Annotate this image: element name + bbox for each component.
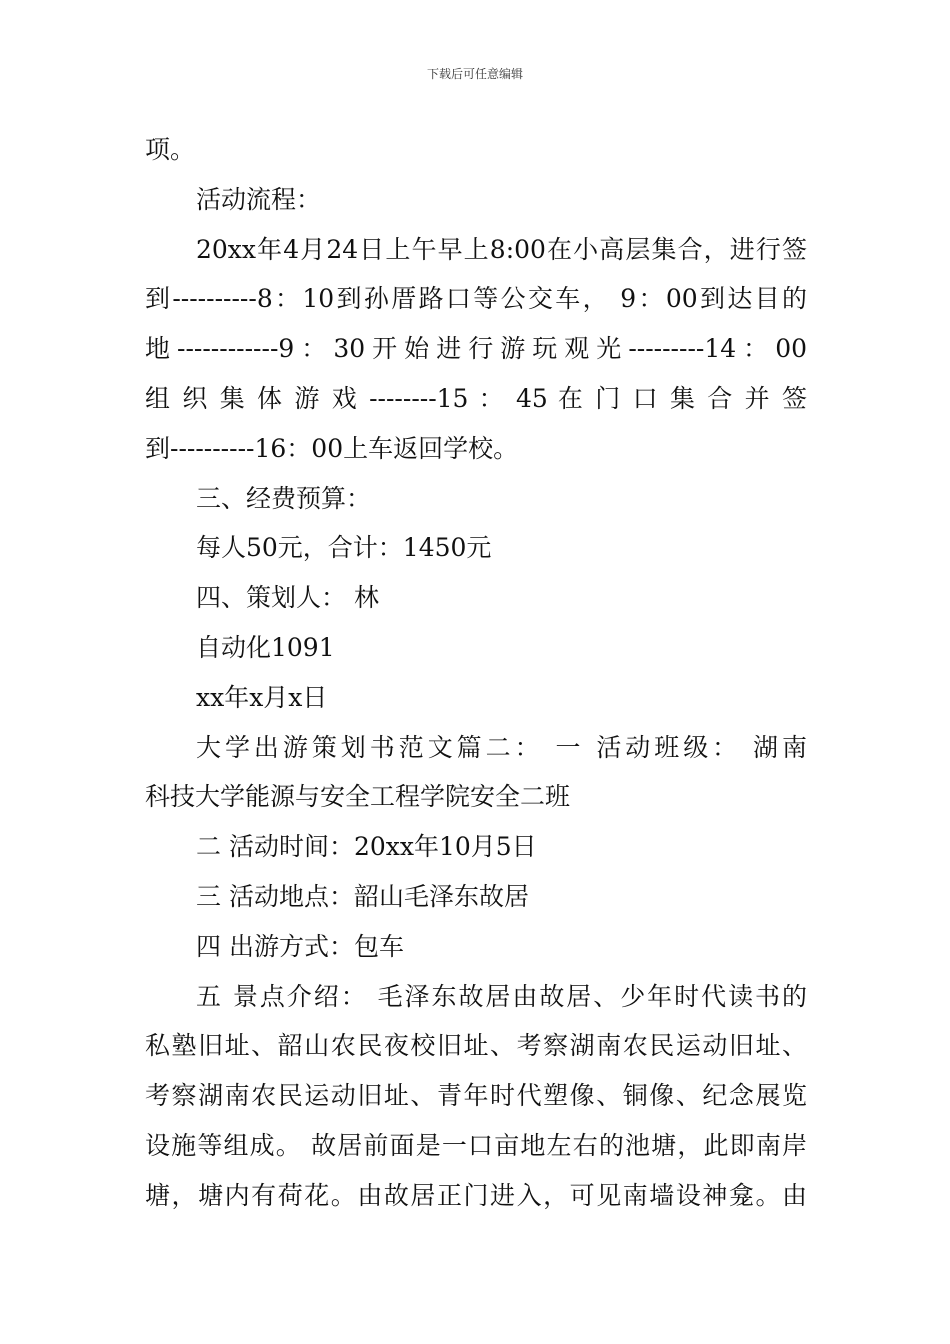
text-line: 到----------16：00上车返回学校。 xyxy=(145,433,519,463)
text-line: 考察湖南农民运动旧址、青年时代塑像、铜像、纪念展览 xyxy=(145,1081,807,1111)
section-heading: 活动流程： xyxy=(196,184,322,214)
text-line: 到----------8：10到孙厝路口等公交车， 9：00到达目的 xyxy=(145,284,807,314)
text-line: 四 出游方式：包车 xyxy=(196,931,404,961)
text-line: 自动化1091 xyxy=(196,632,335,662)
page-header: 下载后可任意编辑 xyxy=(426,67,523,81)
text-line: 三 活动地点：韶山毛泽东故居 xyxy=(196,881,529,911)
text-line: 科技大学能源与安全工程学院安全二班 xyxy=(145,782,571,812)
text-line: 地------------9：30开始进行游玩观光---------14：00 xyxy=(145,334,807,364)
text-line: 设施等组成。 故居前面是一口亩地左右的池塘，此即南岸 xyxy=(145,1130,807,1160)
text-line: 塘，塘内有荷花。由故居正门进入，可见南墙设神龛。由 xyxy=(145,1180,807,1210)
text-line: xx年x月x日 xyxy=(196,682,328,712)
text-line: 组 织 集 体 游 戏 --------15 ： 45 在 门 口 集 合 并 签 xyxy=(145,383,807,413)
section-heading: 三、经费预算： xyxy=(196,483,372,513)
document-body xyxy=(145,125,807,1221)
text-line: 私塾旧址、韶山农民夜校旧址、考察湖南农民运动旧址、 xyxy=(145,1031,807,1061)
text-line: 五 景点介绍： 毛泽东故居由故居、少年时代读书的 xyxy=(196,981,807,1011)
section-heading: 四、策划人： 林 xyxy=(196,583,379,613)
text-line: 大学出游策划书范文篇二： 一 活动班级： 湖南 xyxy=(196,732,807,762)
text-line: 每人50元，合计：1450元 xyxy=(196,533,492,563)
text-line: 20xx年4月24日上午早上8:00在小高层集合，进行签 xyxy=(196,234,807,264)
text-line: 二 活动时间：20xx年10月5日 xyxy=(196,832,537,862)
text-line: 项。 xyxy=(145,135,196,164)
